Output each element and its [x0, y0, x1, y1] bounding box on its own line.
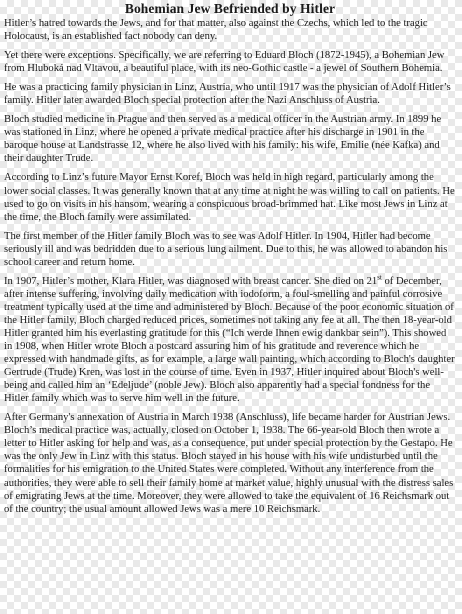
- ordinal-suffix: st: [377, 273, 382, 282]
- paragraph-anschluss: After Germany's annexation of Austria in March 1938 (Anschluss), life became harder for Austrian Jews. Bloch’s medical practice was, actually, closed on October 1, 1938. The 66-year-old Bloch then wrote a letter to Hitler asking for help and was, as a consequence, put under special protection by the Gestapo. He was the only Jew in Linz with this status. Bloch stayed in his house with his wife undisturbed until the formalities for his emigration to the United States were completed. Without any interference from the authorities, they were able to sell their family home at market value, highly unusual with the distress sales of emigrating Jews at the time. Moreover, they were allowed to take the equivalent of 16 Reichsmark out of the country; the usual amount allowed Jews was a mere 10 Reichsmark.: [4, 412, 454, 515]
- document-title: Bohemian Jew Befriended by Hitler: [124, 1, 336, 16]
- document-page: [4, 0, 456, 522]
- paragraph-intro: Hitler’s hatred towards the Jews, and for that matter, also against the Czechs, which led to the tragic Holocaust, is an established fact nobody can deny.: [4, 18, 428, 43]
- paragraph-1907-text-end: of December, after intense suffering, involving daily medication with iodoform, a foul-smelling and painful corrosive treatment typically used at the time and administered by Bloch. Because of the poor economic situation of the Hitler family, Bloch charged reduced prices, sometimes not taking any fee at all. The then 18-year-old Hitler granted him his everlasting gratitude for this (“Ich werde Ihnen ewig dankbar sein”). This showed in 1908, when Hitler wrote Bloch a postcard assuring him of his gratitude and reverence which he expressed with handmade gifts, as for example, a large wall painting, which according to Bloch's daughter Gertrude (Trude) Kren, was lost in the course of time. Even in 1937, Hitler inquired about Bloch's well-being and called him an ‘Edeljude’ (noble Jew). Bloch also apparently had a special fondness for the Hitler family which was to serve him well in the future.: [4, 275, 455, 405]
- paragraph-1907-text-start: In 1907, Hitler’s mother, Klara Hitler, was diagnosed with breast cancer. She died on 21: [4, 275, 378, 287]
- paragraph-first-member: The first member of the Hitler family Bloch was to see was Adolf Hitler. In 1904, Hitler had become seriously ill and was bedridden due to a serious lung ailment. Due to this, he was allowed to abandon his school career and return home.: [4, 230, 448, 268]
- paragraph-1907: [4, 275, 456, 405]
- paragraph-koref: According to Linz’s future Mayor Ernst Koref, Bloch was held in high regard, particularly among the lower social classes. It was generally known that at any time at night he was willing to call on patients. He used to go on visits in his hansom, wearing a conspicuous broad-brimmed hat. Like most Jews in Linz at the time, the Bloch family were assimilated.: [4, 172, 455, 223]
- paragraph-studies: Bloch studied medicine in Prague and then served as a medical officer in the Austrian army. In 1899 he was stationed in Linz, where he opened a private medical practice after his discharge in 1901 in the baroque house at Landstrasse 12, where he also lived with his family: his wife, Emilie (née Kafka) and their daughter Trude.: [4, 114, 442, 165]
- paragraph-physician: He was a practicing family physician in Linz, Austria, who until 1917 was the physician of Adolf Hitler’s family. Hitler later awarded Bloch special protection after the Nazi Anschluss of Austria.: [4, 82, 451, 107]
- paragraph-exceptions: Yet there were exceptions. Specifically, we are referring to Eduard Bloch (1872-1945), a Bohemian Jew from Hluboká nad Vltavou, a beautiful place, with its neo-Gothic castle - a jewel of Southern Bohemia.: [4, 50, 445, 75]
